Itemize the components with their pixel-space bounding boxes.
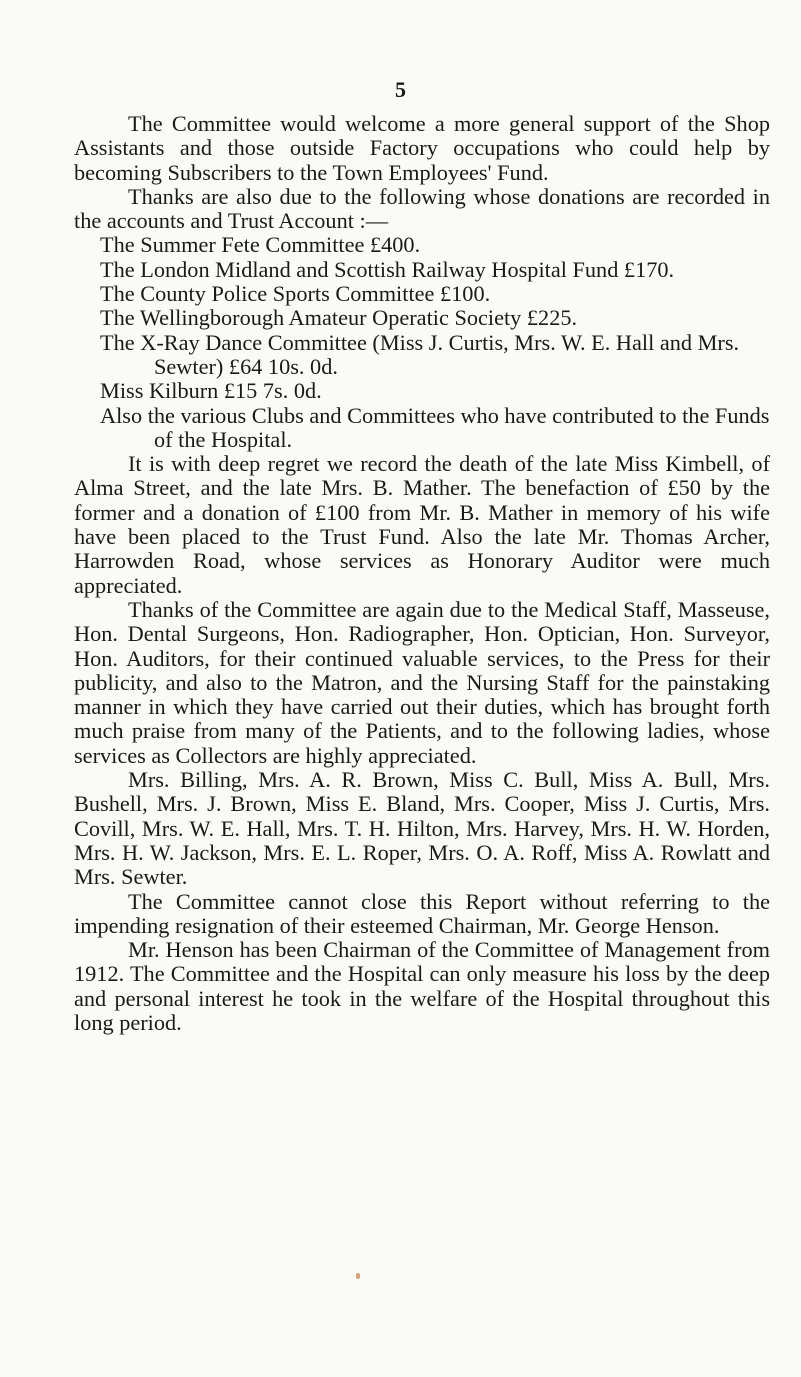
paragraph-thanks-staff: Thanks of the Committee are again due to the Medical Staff, Masseuse, Hon. Dental Surgeons, Hon. Radiographer, Hon. Optician, Hon. Surveyor, Hon. Auditors, for their continued valuable services, to the Press for their publicity, and also to the Matron, and the Nursing Staff for the painstaking manner in which they have carried out their duties, which has brought forth much praise from many of the Patients, and to the following ladies, whose services as Collectors are highly appreciated. [74, 596, 770, 768]
paragraph-shop-assistants: The Committee would welcome a more general support of the Shop Assistants and those outside Factory occupations who could help by becoming Subscribers to the Town Employees' Fund. [74, 111, 770, 185]
paragraph-obituary: It is with deep regret we record the death of the late Miss Kimbell, of Alma Street, and the late Mrs. B. Mather. The benefaction of £50 by the former and a donation of £100 from Mr. B. Mather in memory of his wife have been placed to the Trust Fund. Also the late Mr. Thomas Archer, Harrowden Road, whose services as Honorary Auditor were much appreciated. [74, 451, 770, 598]
page-number: 5 [395, 77, 406, 102]
donation-item-clubs-committees: Also the various Clubs and Committees who have contributed to the Funds of the Hospital. [100, 402, 770, 452]
donation-item-operatic-society: The Wellingborough Amateur Operatic Society £225. [100, 305, 578, 331]
paragraph-collectors-list: Mrs. Billing, Mrs. A. R. Brown, Miss C. Bull, Miss A. Bull, Mrs. Bushell, Mrs. J. Brown, Miss E. Bland, Mrs. Cooper, Miss J. Curtis, Mrs. Covill, Mrs. W. E. Hall, Mrs. T. H. Hilton, Mrs. Harvey, Mrs. H. W. Horden, Mrs. H. W. Jackson, Mrs. E. L. Roper, Mrs. O. A. Roff, Miss A. Rowlatt and Mrs. Sewter. [74, 767, 770, 890]
donation-item-lms-railway: The London Midland and Scottish Railway Hospital Fund £170. [100, 256, 675, 282]
paragraph-chairman-resignation: The Committee cannot close this Report without referring to the impending resignation of their esteemed Chairman, Mr. George Henson. [74, 888, 770, 938]
donation-item-county-police: The County Police Sports Committee £100. [100, 281, 491, 307]
report-body [74, 112, 770, 1035]
paper-speck [356, 1273, 360, 1279]
paragraph-donations-intro: Thanks are also due to the following whose donations are recorded in the accounts and Trust Account :— [74, 183, 770, 234]
donation-item-x-ray-dance: The X-Ray Dance Committee (Miss J. Curtis, Mrs. W. E. Hall and Mrs. Sewter) £64 10s. 0d. [100, 329, 740, 379]
paragraph-chairman-tribute: Mr. Henson has been Chairman of the Committee of Management from 1912. The Committee and the Hospital can only measure his loss by the deep and personal interest he took in the welfare of the Hospital throughout this long period. [74, 937, 770, 1035]
donation-item-miss-kilburn: Miss Kilburn £15 7s. 0d. [100, 378, 322, 404]
donation-item-summer-fete: The Summer Fete Committee £400. [100, 232, 421, 258]
